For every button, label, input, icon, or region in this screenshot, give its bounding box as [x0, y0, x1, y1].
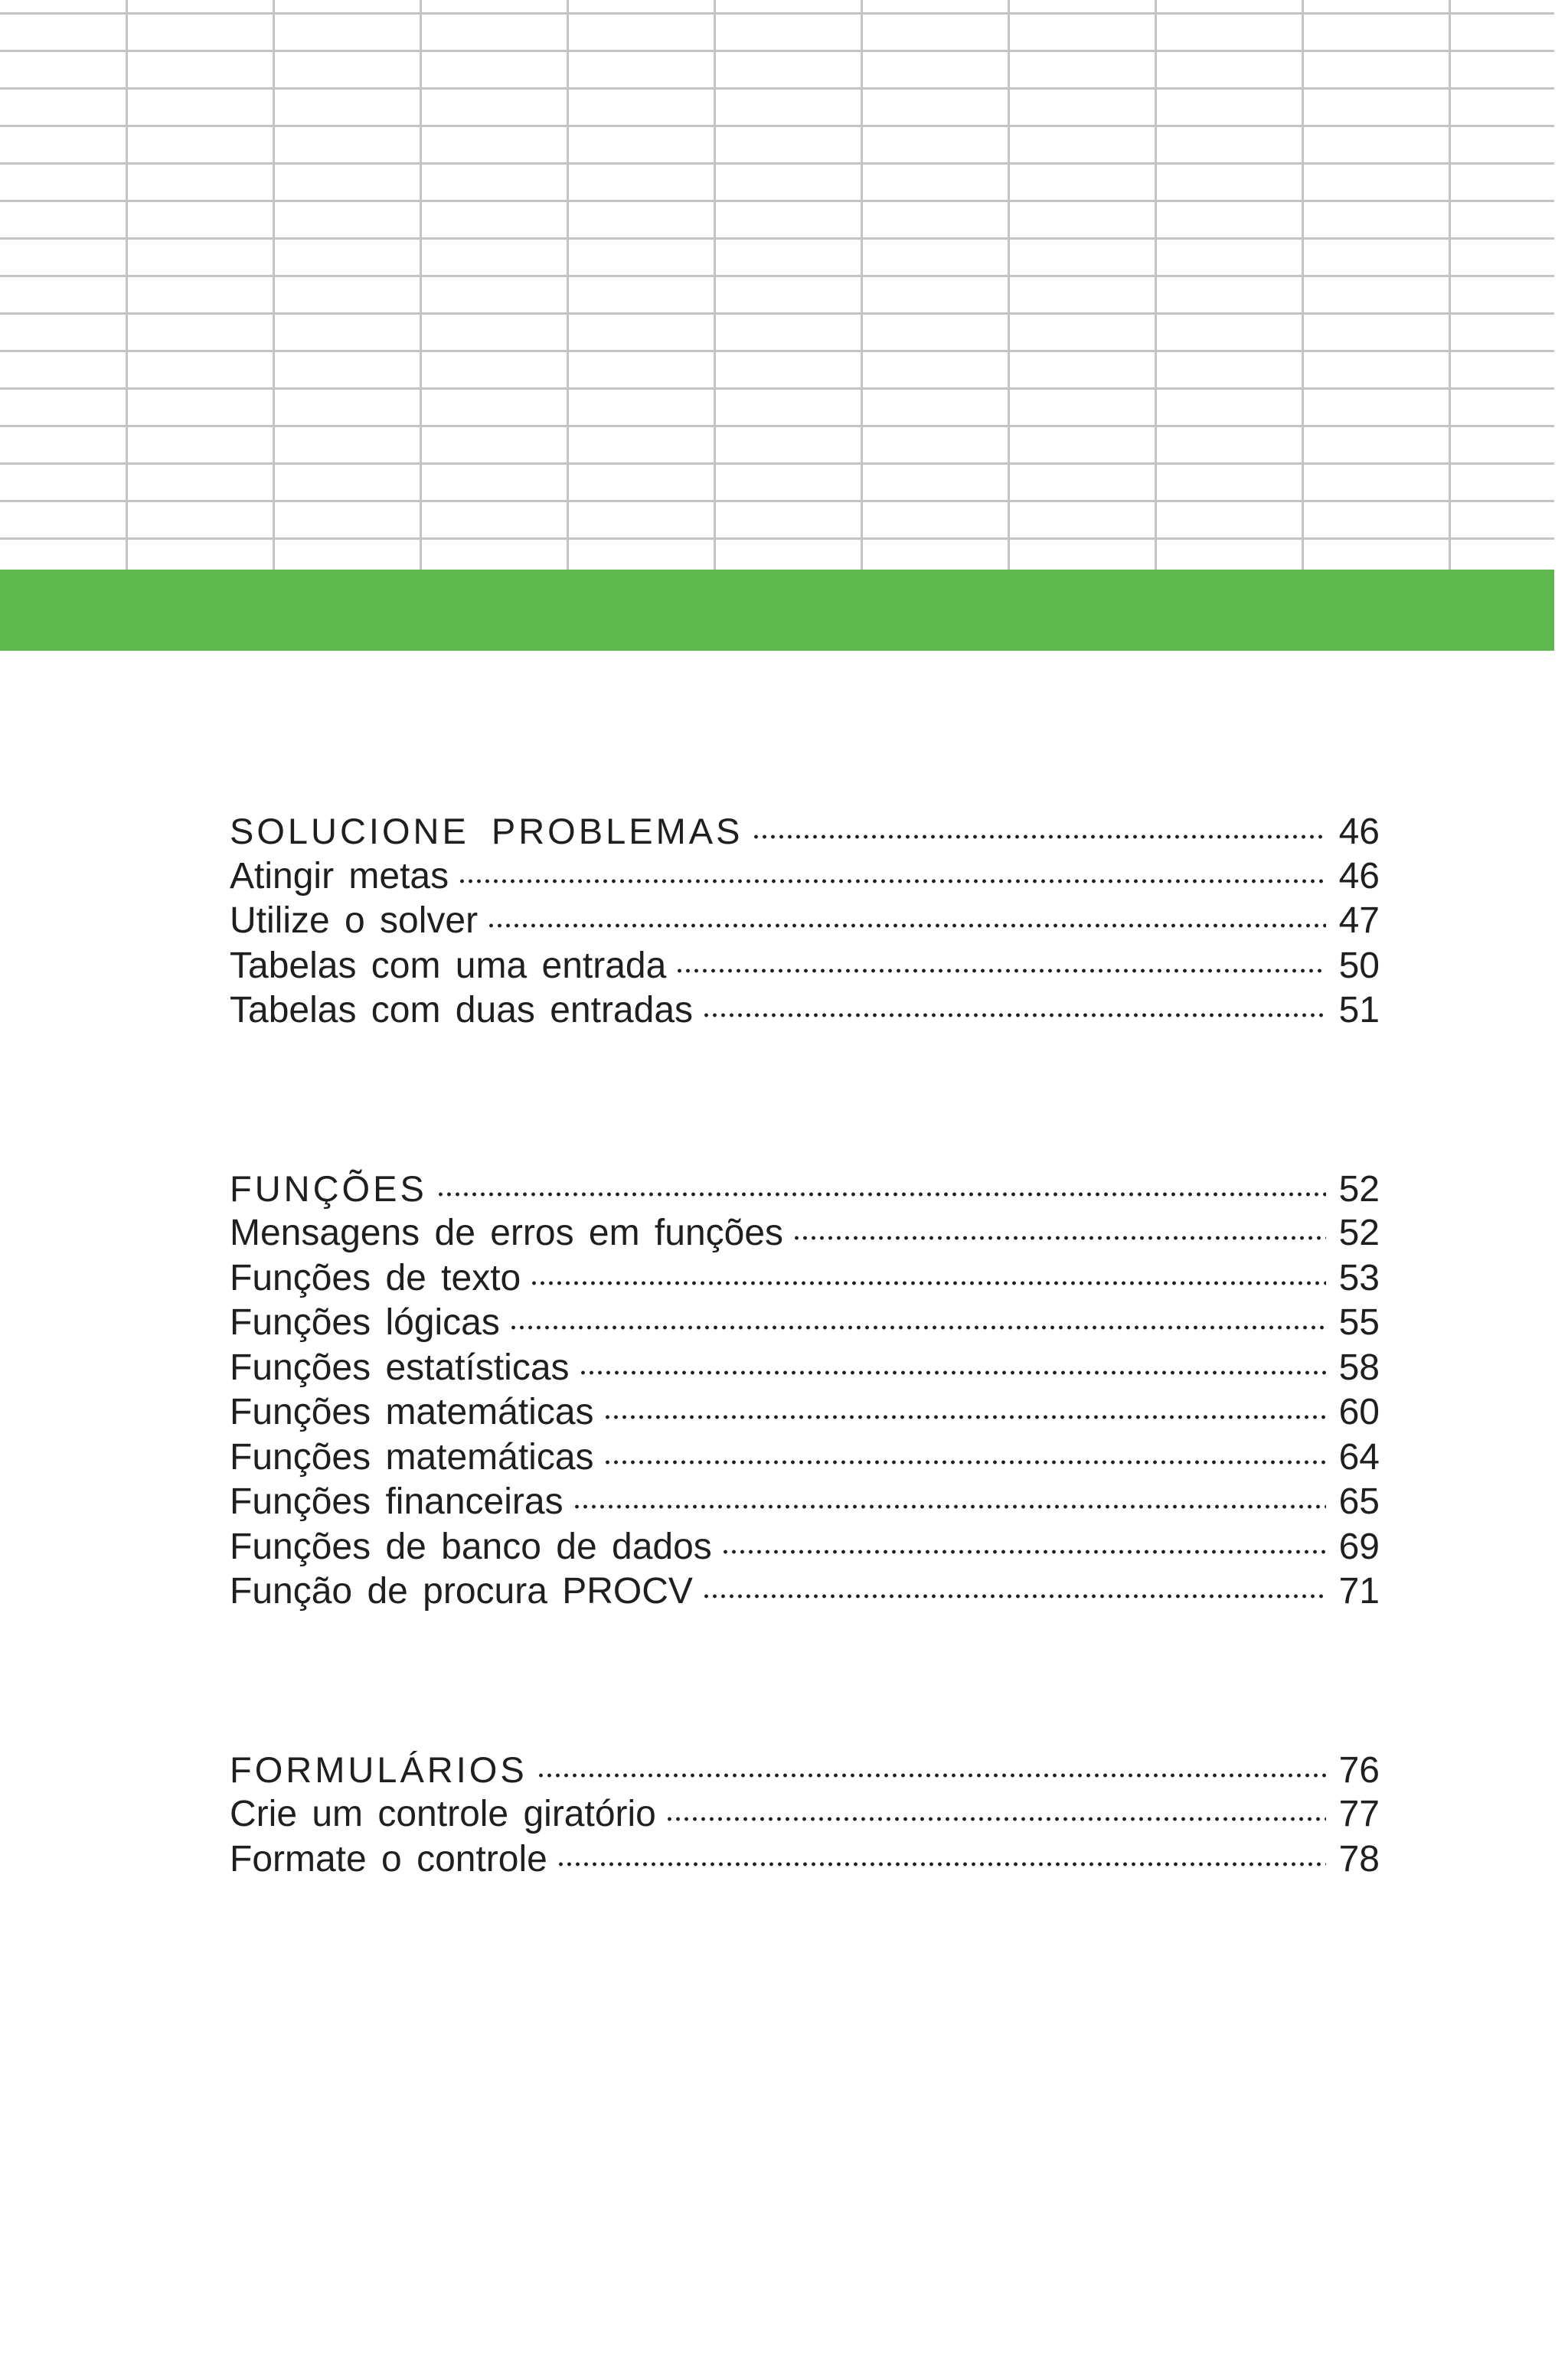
dot-leader	[579, 1369, 1326, 1377]
dot-leader	[675, 967, 1326, 975]
dot-leader	[573, 1503, 1326, 1510]
green-header-band	[0, 570, 1554, 651]
spreadsheet-grid-decoration	[0, 0, 1554, 570]
toc-page-number: 53	[1338, 1257, 1380, 1298]
toc-entry-label: Crie um controle giratório	[230, 1794, 656, 1834]
toc-entry	[230, 1837, 1380, 1883]
dot-leader	[665, 1815, 1326, 1823]
dot-leader	[752, 833, 1326, 841]
toc-entry-label: Funções matemáticas	[230, 1392, 594, 1432]
toc-page-number: 65	[1338, 1481, 1380, 1522]
toc-heading	[230, 1167, 1380, 1212]
toc-entry	[230, 1569, 1380, 1615]
toc-entry-label: Tabelas com uma entrada	[230, 945, 667, 986]
toc-heading-title: FORMULÁRIOS	[230, 1749, 528, 1790]
toc-entry	[230, 1256, 1380, 1301]
toc-heading	[230, 809, 1380, 854]
dot-leader	[603, 1413, 1326, 1421]
toc-page-number: 78	[1338, 1838, 1380, 1879]
toc-page-number: 69	[1338, 1526, 1380, 1567]
toc-entry	[230, 1525, 1380, 1570]
toc-entry	[230, 944, 1380, 989]
toc-page-number: 47	[1338, 900, 1380, 941]
toc-page-number: 46	[1338, 812, 1380, 852]
dot-leader	[702, 1011, 1326, 1019]
toc-entry-label: Funções financeiras	[230, 1481, 564, 1522]
dot-leader	[509, 1324, 1326, 1331]
toc-entry-label: Funções lógicas	[230, 1302, 500, 1343]
dot-leader	[537, 1772, 1326, 1779]
toc-section-solucione-problemas	[230, 809, 1380, 1034]
toc-page-number: 50	[1338, 945, 1380, 986]
dot-leader	[458, 877, 1326, 885]
toc-heading-title: FUNÇÕES	[230, 1168, 427, 1209]
dot-leader	[721, 1548, 1326, 1556]
toc-heading	[230, 1748, 1380, 1793]
dot-leader	[530, 1279, 1326, 1287]
toc-page-number: 55	[1338, 1302, 1380, 1343]
toc-entry	[230, 1792, 1380, 1837]
toc-page-number: 52	[1338, 1213, 1380, 1253]
dot-leader	[487, 922, 1326, 929]
toc-entry-label: Funções estatísticas	[230, 1347, 570, 1388]
toc-entry-label: Funções de texto	[230, 1257, 521, 1298]
toc-page-number: 64	[1338, 1436, 1380, 1478]
toc-heading-title: SOLUCIONE PROBLEMAS	[230, 811, 743, 851]
toc-entry	[230, 854, 1380, 900]
toc-page-number: 60	[1338, 1392, 1380, 1432]
toc-entry-label: Tabelas com duas entradas	[230, 990, 694, 1030]
toc-entry	[230, 1435, 1380, 1481]
toc-page-number: 51	[1338, 990, 1380, 1030]
toc-page-number: 46	[1338, 855, 1380, 896]
toc-entry-label: Funções matemáticas	[230, 1436, 594, 1478]
dot-leader	[792, 1234, 1326, 1242]
toc-page-number: 71	[1338, 1571, 1380, 1612]
toc-entry	[230, 1390, 1380, 1435]
toc-page-number: 76	[1338, 1749, 1380, 1791]
dot-leader	[436, 1190, 1326, 1198]
dot-leader	[557, 1860, 1326, 1868]
toc-entry	[230, 988, 1380, 1034]
toc-entry-label: Funções de banco de dados	[230, 1526, 712, 1567]
toc-entry	[230, 1301, 1380, 1346]
toc-entry-label: Função de procura PROCV	[230, 1571, 693, 1612]
toc-entry-label: Utilize o solver	[230, 900, 479, 941]
table-of-contents	[230, 809, 1380, 1882]
toc-section-funcoes	[230, 1167, 1380, 1615]
toc-page-number: 77	[1338, 1794, 1380, 1834]
toc-entry	[230, 1211, 1380, 1256]
dot-leader	[702, 1592, 1326, 1600]
toc-page-number: 52	[1338, 1168, 1380, 1210]
toc-entry	[230, 899, 1380, 944]
toc-entry-label: Atingir metas	[230, 855, 449, 896]
toc-entry	[230, 1346, 1380, 1391]
toc-entry-label: Mensagens de erros em funções	[230, 1213, 784, 1253]
toc-page-number: 58	[1338, 1347, 1380, 1388]
dot-leader	[603, 1458, 1326, 1466]
toc-entry-label: Formate o controle	[230, 1838, 547, 1879]
toc-entry	[230, 1480, 1380, 1525]
toc-section-formularios	[230, 1748, 1380, 1883]
